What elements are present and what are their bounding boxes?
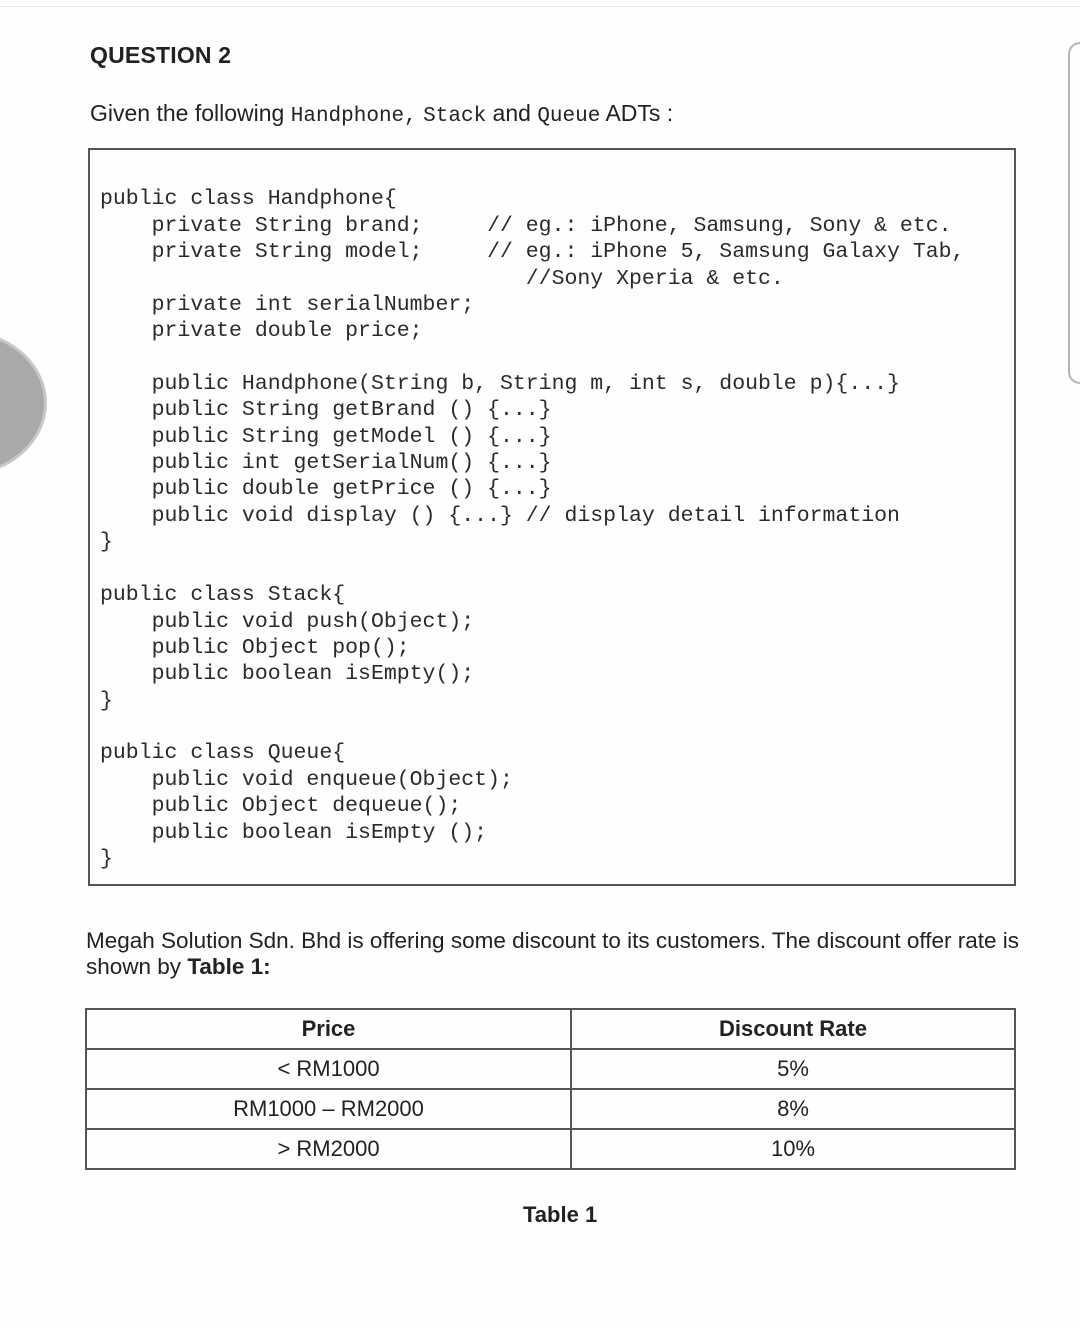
intro-prefix: Given the following (90, 100, 291, 126)
code-line: public String getBrand () {...} (100, 398, 552, 422)
price-cell: < RM1000 (86, 1049, 571, 1089)
price-cell: RM1000 – RM2000 (86, 1089, 571, 1129)
question-intro (90, 100, 673, 128)
code-line: public String getModel () {...} (100, 425, 552, 449)
discount-paragraph (86, 928, 1046, 980)
paragraph-text: Megah Solution Sdn. Bhd is offering some discount to its customers. The discount offer rate is shown by (86, 928, 1020, 979)
code-line: public Object pop(); (100, 636, 410, 660)
header-price: Price (86, 1009, 571, 1049)
code-line: public Handphone(String b, String m, int s, double p){...} (100, 372, 900, 396)
code-line: private int serialNumber; (100, 293, 475, 317)
code-line: } (100, 847, 113, 871)
question-heading: QUESTION 2 (90, 42, 232, 68)
table-reference: Table 1: (187, 954, 271, 979)
table-header-row (86, 1009, 1015, 1049)
code-line: //Sony Xperia & etc. (100, 267, 784, 291)
code-line: public boolean isEmpty (); (100, 821, 488, 845)
code-line: public double getPrice () {...} (100, 477, 552, 501)
code-line: public class Handphone{ (100, 187, 397, 211)
intro-adt-handphone: Handphone, (290, 105, 417, 128)
code-line: public class Stack{ (100, 583, 346, 607)
code-line: private String brand; // eg.: iPhone, Samsung, Sony & etc. (100, 214, 952, 238)
table-row (86, 1089, 1015, 1129)
code-line: public boolean isEmpty(); (100, 662, 475, 686)
code-line: private double price; (100, 319, 423, 343)
table-caption: Table 1 (523, 1202, 598, 1227)
code-line: public void display () {...} // display detail information (100, 504, 900, 528)
rate-cell: 5% (571, 1049, 1015, 1089)
rate-cell: 8% (571, 1089, 1015, 1129)
code-line: public Object dequeue(); (100, 794, 462, 818)
code-line: } (100, 689, 113, 713)
floating-action-button[interactable] (0, 333, 44, 473)
code-line: } (100, 530, 113, 554)
side-scroll-tab[interactable] (1068, 42, 1080, 384)
intro-and: and (486, 100, 538, 126)
table-row (86, 1049, 1015, 1089)
code-line: public void enqueue(Object); (100, 768, 513, 792)
code-line: private String model; // eg.: iPhone 5, Samsung Galaxy Tab, (100, 240, 965, 264)
table-row (86, 1129, 1015, 1169)
code-line: public void push(Object); (100, 610, 475, 634)
intro-suffix: ADTs : (600, 100, 674, 126)
code-line: public class Queue{ (100, 741, 346, 765)
intro-adt-stack: Stack (423, 105, 487, 128)
discount-table (85, 1008, 1016, 1170)
rate-cell: 10% (571, 1129, 1015, 1169)
price-cell: > RM2000 (86, 1129, 571, 1169)
code-line: public int getSerialNum() {...} (100, 451, 552, 475)
top-divider (0, 6, 1080, 7)
intro-adt-queue: Queue (537, 105, 601, 128)
header-discount-rate: Discount Rate (571, 1009, 1015, 1049)
